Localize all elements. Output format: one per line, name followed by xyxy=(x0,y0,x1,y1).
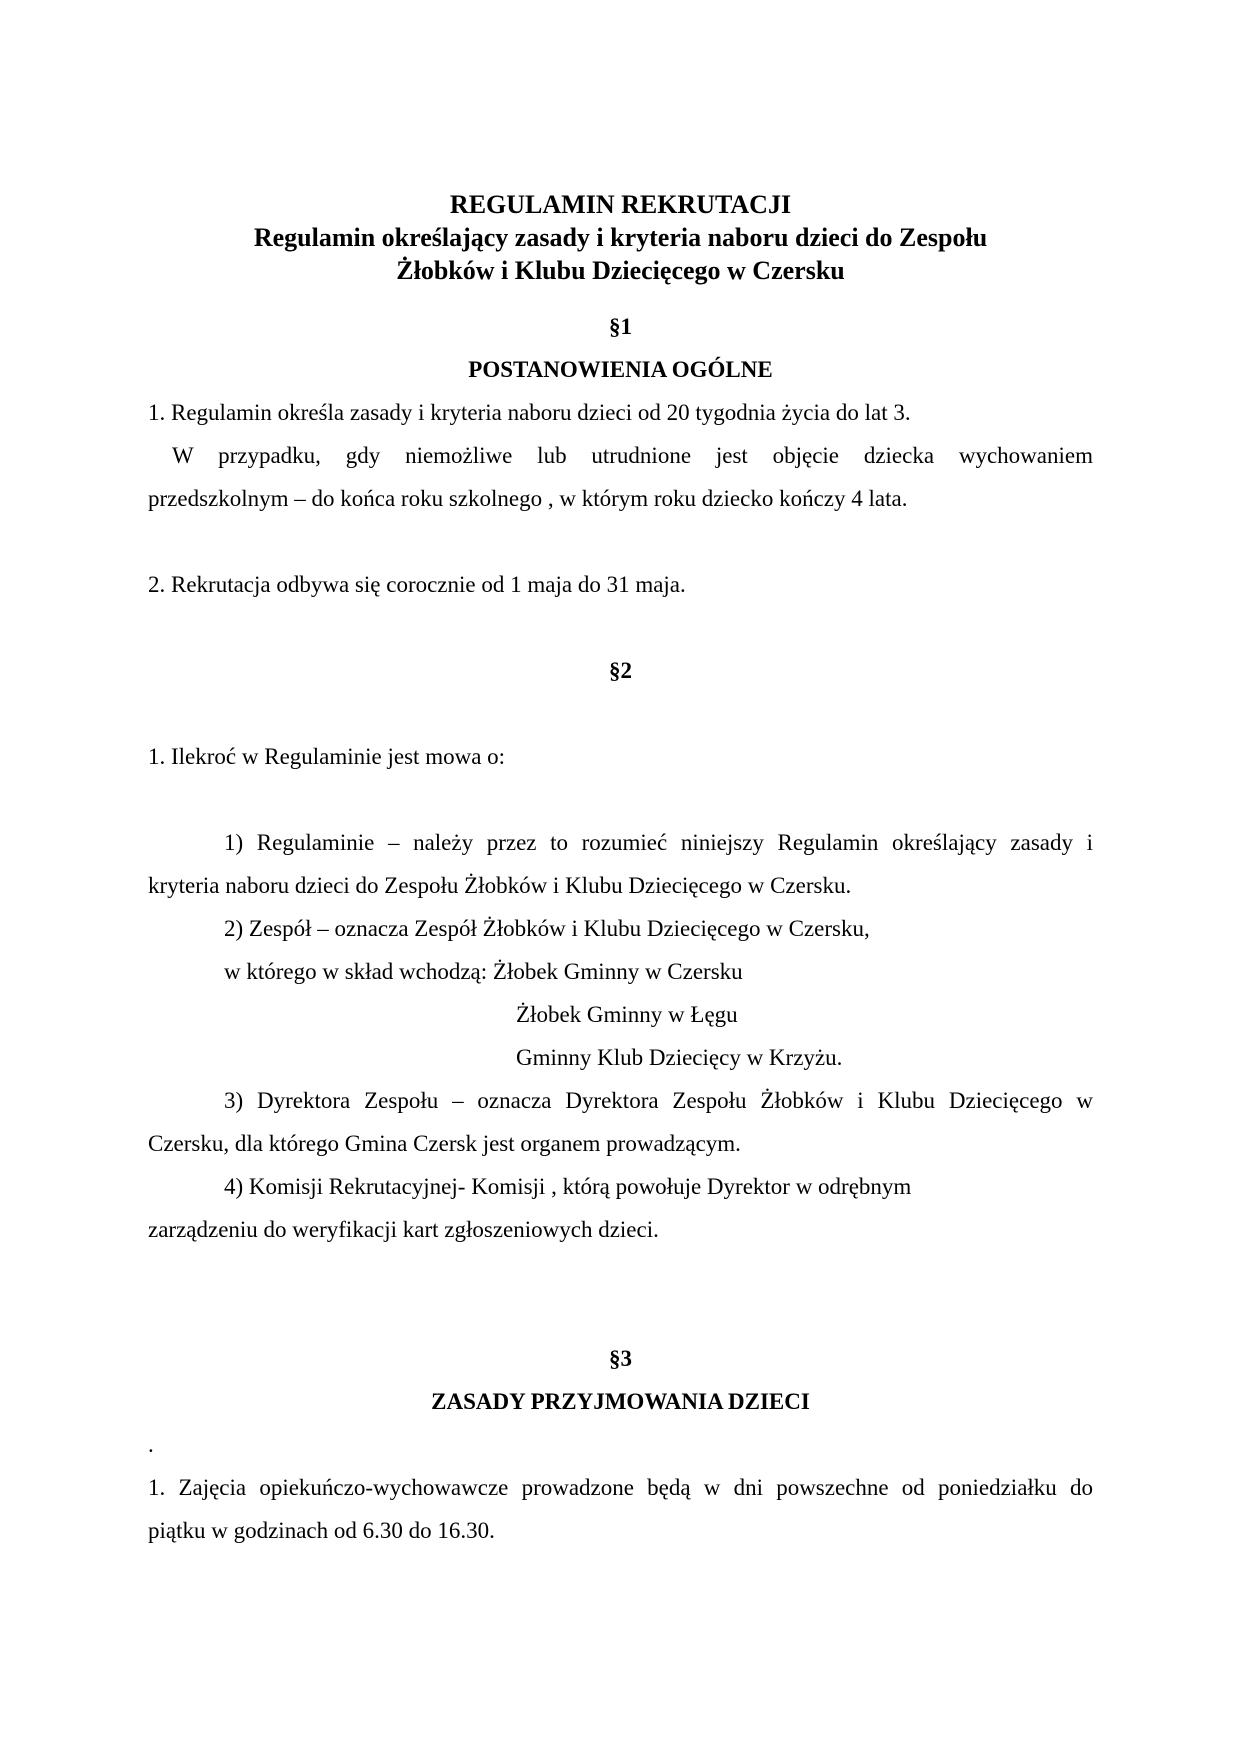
section-1-heading: POSTANOWIENIA OGÓLNE xyxy=(468,357,773,382)
section-2-number: §2 xyxy=(609,658,632,683)
section-2-item-2-line2: w którego w skład wchodzą: Żłobek Gminny w Czersku xyxy=(224,959,743,984)
section-3-number: §3 xyxy=(609,1346,632,1371)
section-3-paragraph-1-line1: 1. Zajęcia opiekuńczo-wychowawcze prowadzone będą w dni powszechne od poniedziałku do xyxy=(148,1475,1093,1500)
section-2-item-3-line1: 3) Dyrektora Zespołu – oznacza Dyrektora Zespołu Żłobków i Klubu Dziecięcego w xyxy=(224,1088,1093,1113)
section-2 xyxy=(148,649,1093,1251)
document-header xyxy=(148,188,1093,287)
section-2-item-4-line1: 4) Komisji Rekrutacyjnej- Komisji , którą powołuje Dyrektor w odrębnym xyxy=(224,1174,912,1199)
section-1-paragraph-2: 2. Rekrutacja odbywa się corocznie od 1 maja do 31 maja. xyxy=(148,572,686,597)
section-2-item-4-line2: zarządzeniu do weryfikacji kart zgłoszeniowych dzieci. xyxy=(148,1217,659,1242)
section-3-stray-dot: . xyxy=(148,1432,154,1457)
section-1-paragraph-1-cont-line1: W przypadku, gdy niemożliwe lub utrudnione jest objęcie dziecka wychowaniem xyxy=(172,443,1093,468)
document-subtitle-line1: Regulamin określający zasady i kryteria naboru dzieci do Zespołu xyxy=(253,223,988,252)
document-title: REGULAMIN REKRUTACJI xyxy=(449,190,792,219)
section-3-heading: ZASADY PRZYJMOWANIA DZIECI xyxy=(431,1389,810,1414)
section-1 xyxy=(148,305,1093,606)
section-2-item-2-line4: Gminny Klub Dziecięcy w Krzyżu. xyxy=(516,1045,843,1070)
section-2-item-2-line1: 2) Zespół – oznacza Zespół Żłobków i Klubu Dziecięcego w Czersku, xyxy=(224,916,870,941)
section-3 xyxy=(148,1337,1093,1552)
section-2-item-3-line2: Czersku, dla którego Gmina Czersk jest organem prowadzącym. xyxy=(148,1131,741,1156)
section-1-paragraph-1-cont-line2: przedszkolnym – do końca roku szkolnego , w którym roku dziecko kończy 4 lata. xyxy=(148,486,908,511)
section-2-item-1-line1: 1) Regulaminie – należy przez to rozumieć niniejszy Regulamin określający zasady i xyxy=(224,830,1093,855)
section-2-item-2-line3: Żłobek Gminny w Łęgu xyxy=(516,1002,738,1027)
section-1-number: §1 xyxy=(609,314,632,339)
section-1-paragraph-1: 1. Regulamin określa zasady i kryteria naboru dzieci od 20 tygodnia życia do lat 3. xyxy=(148,400,911,425)
document-content xyxy=(148,188,1093,1552)
document-subtitle-line2: Żłobków i Klubu Dziecięcego w Czersku xyxy=(396,256,845,285)
section-3-paragraph-1-line2: piątku w godzinach od 6.30 do 16.30. xyxy=(148,1518,495,1543)
section-2-intro: 1. Ilekroć w Regulaminie jest mowa o: xyxy=(148,744,506,769)
section-2-item-1-line2: kryteria naboru dzieci do Zespołu Żłobków i Klubu Dziecięcego w Czersku. xyxy=(148,873,852,898)
